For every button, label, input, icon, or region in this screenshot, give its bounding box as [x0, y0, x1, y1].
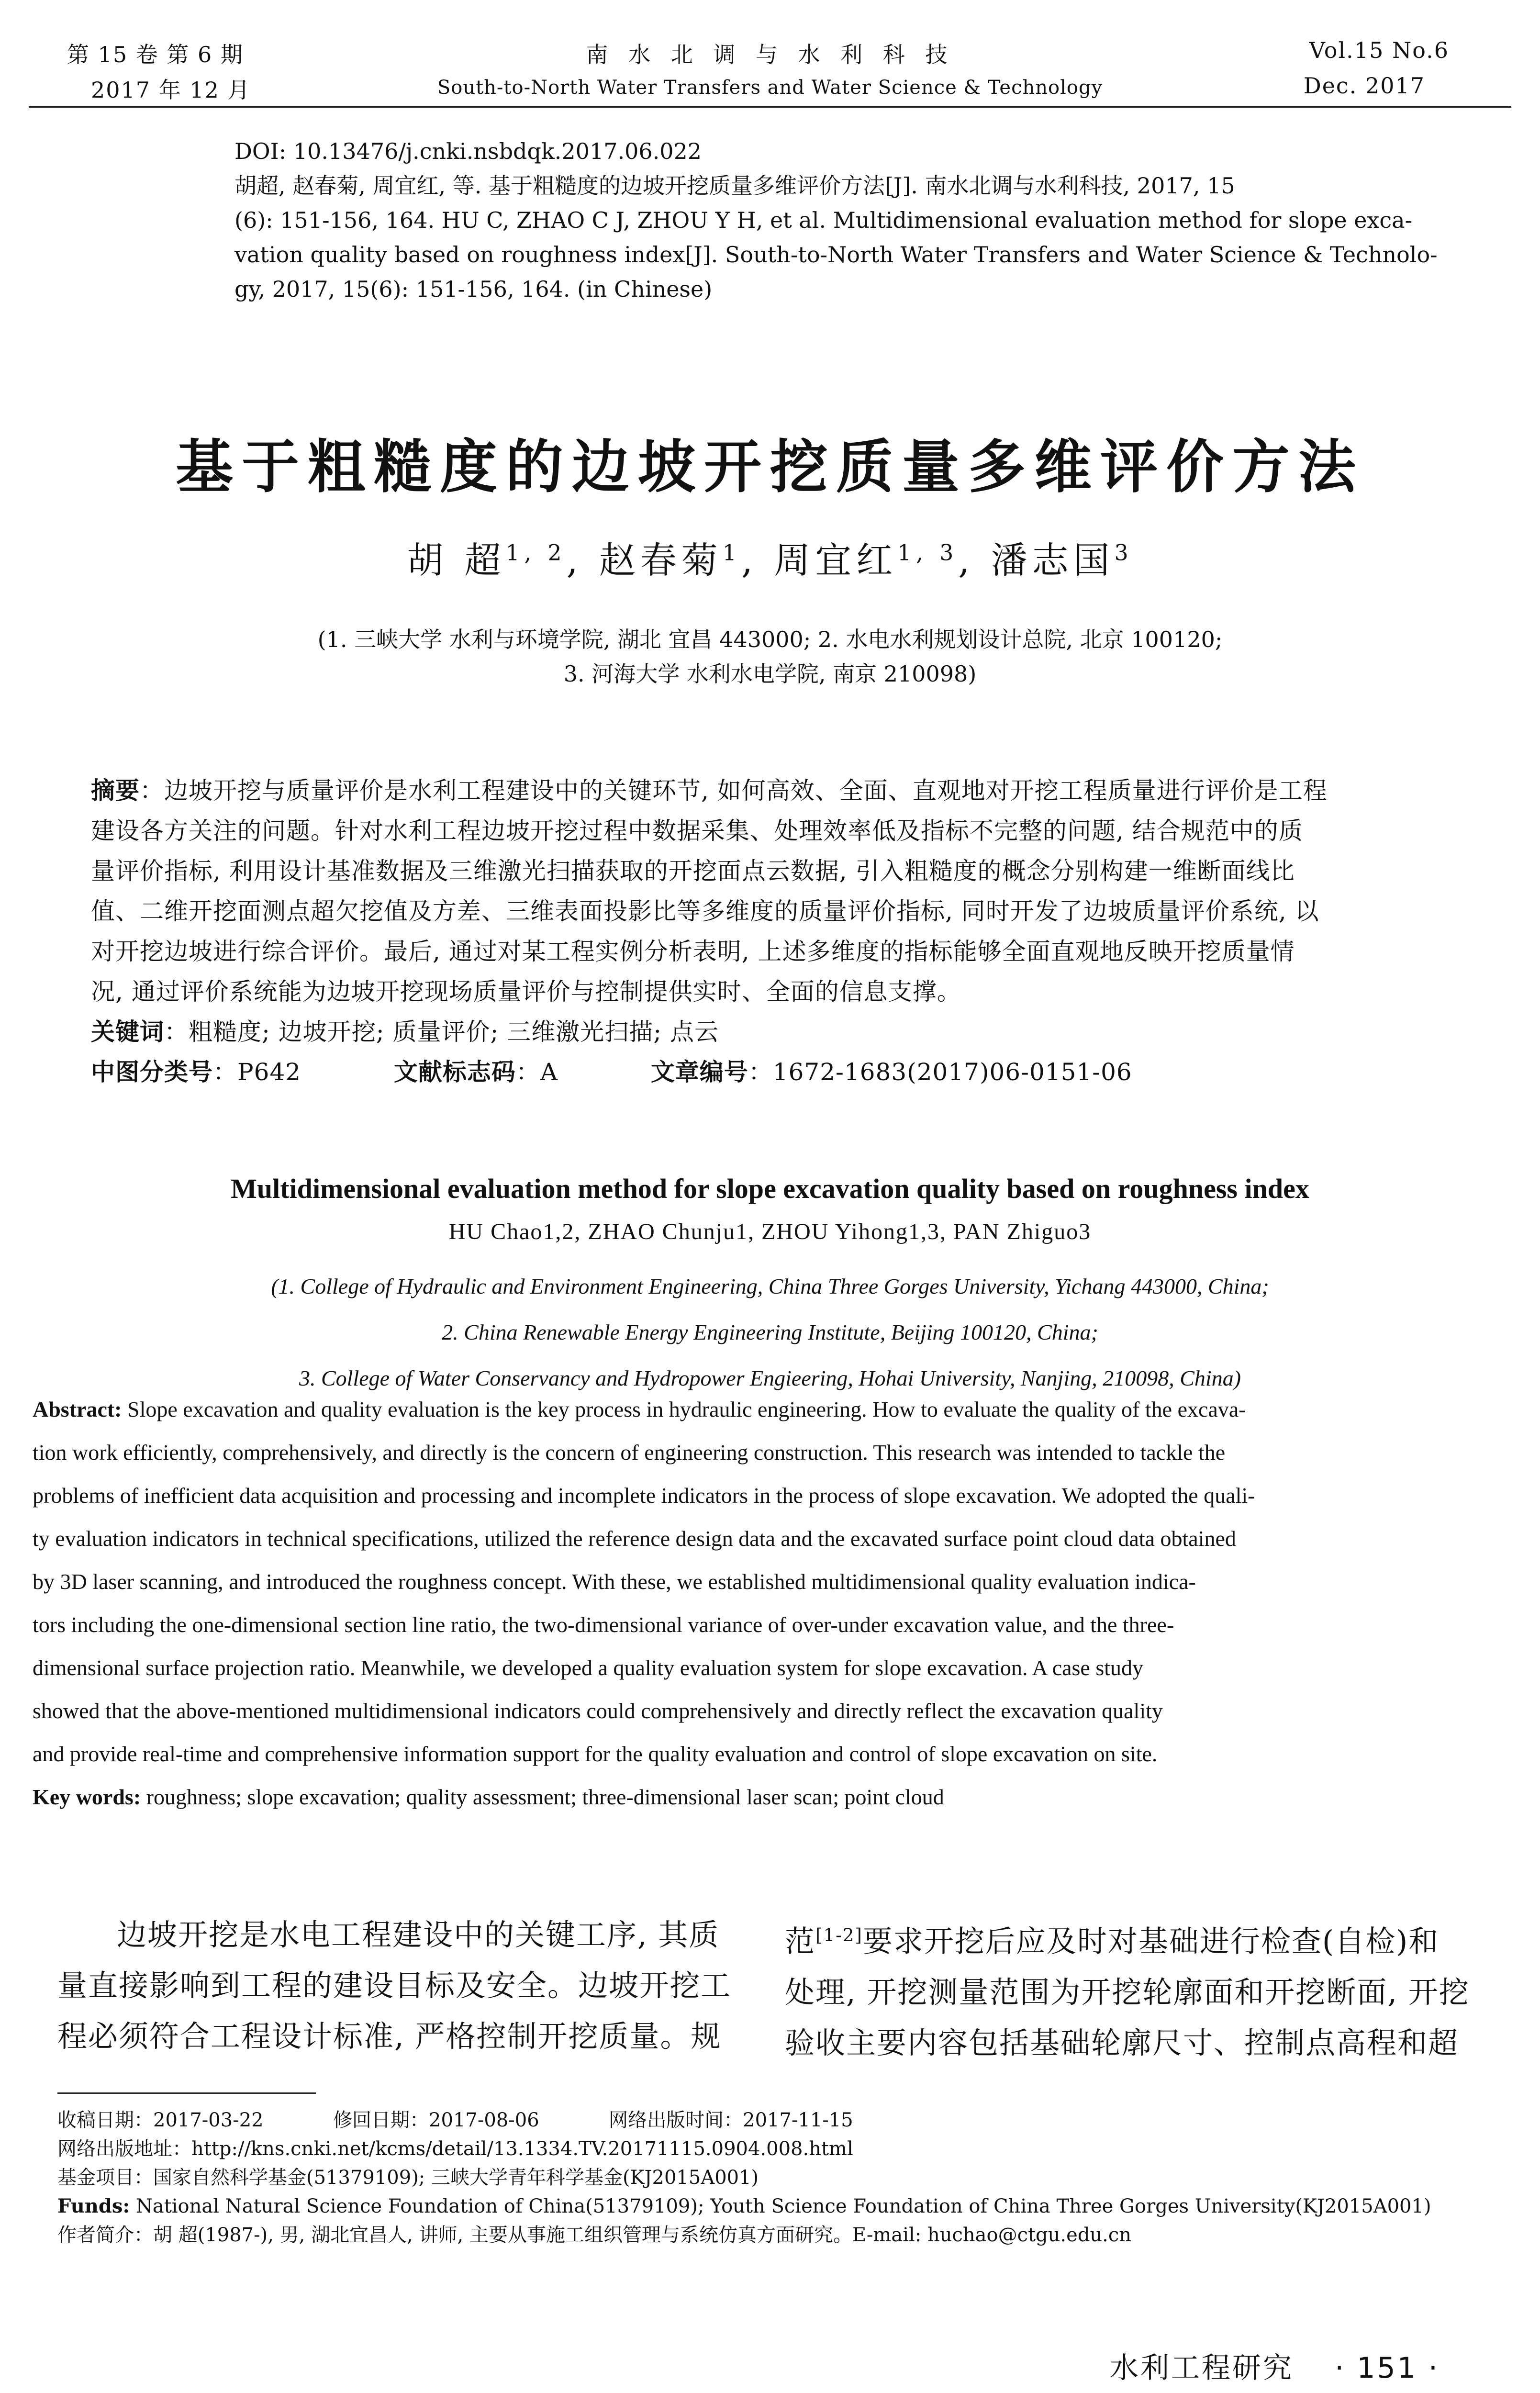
abstract-line: ：边坡开挖与质量评价是水利工程建设中的关键环节, 如何高效、全面、直观地对开挖工程质量进行评价是工程: [140, 777, 1328, 805]
footer-section: 水利工程研究: [1110, 2351, 1294, 2385]
author-affil-sup: 3: [1114, 540, 1133, 566]
body-column-left: [57, 1910, 737, 2062]
affiliation-line-en: 3. College of Water Conservancy and Hydropower Engieering, Hohai University, Nanjing, 210098, China): [299, 1366, 1241, 1390]
keywords-label-cn: 关键词: [91, 1018, 164, 1046]
citation-line: gy, 2017, 15(6): 151-156, 164. (in Chinese): [234, 276, 713, 302]
abstract-cn: [91, 771, 1450, 1092]
journal-title-en: South-to-North Water Transfers and Water Science & Technology: [437, 77, 1103, 99]
reference-citation: [1-2]: [815, 1924, 863, 1946]
affiliation-line: (1. 三峡大学 水利与环境学院, 湖北 宜昌 443000; 2. 水电水利规划设计总院, 北京 100120;: [317, 626, 1223, 652]
header-date-cn: 2017 年 12 月: [91, 77, 251, 103]
abstract-line: 量评价指标, 利用设计基准数据及三维激光扫描获取的开挖面点云数据, 引入粗糙度的概念分别构建一维断面线比: [91, 857, 1295, 885]
abstract-en: [33, 1388, 1511, 1819]
body-line: 处理, 开挖测量范围为开挖轮廓面和开挖断面, 开挖: [785, 1974, 1470, 2010]
author-name: 潘志国: [991, 539, 1115, 581]
footnote-rule: [57, 2092, 316, 2094]
abstract-line-en: dimensional surface projection ratio. Meanwhile, we developed a quality evaluation system for slope excavation. A case study: [33, 1655, 1144, 1680]
affiliation-line-en: 2. China Renewable Energy Engineering Institute, Beijing 100120, China;: [442, 1320, 1098, 1344]
abstract-line: 值、二维开挖面测点超欠挖值及方差、三维表面投影比等多维度的质量评价指标, 同时开发了边坡质量评价系统, 以: [91, 897, 1319, 925]
online-url: 网络出版地址：http://kns.cnki.net/kcms/detail/13.1334.TV.20171115.0904.008.html: [57, 2138, 853, 2160]
paper-title-cn: 基于粗糙度的边坡开挖质量多维评价方法: [176, 434, 1364, 501]
citation-line: 胡超, 赵春菊, 周宜红, 等. 基于粗糙度的边坡开挖质量多维评价方法[J]. 南水北调与水利科技, 2017, 15: [234, 173, 1235, 199]
body-line: 验收主要内容包括基础轮廓尺寸、控制点高程和超: [785, 2025, 1459, 2060]
citation-line: (6): 151-156, 164. HU C, ZHAO C J, ZHOU Y H, et al. Multidimensional evaluation method for slope exca-: [234, 207, 1413, 233]
keywords-label-en: Key words:: [33, 1785, 141, 1809]
abstract-line: 对开挖边坡进行综合评价。最后, 通过对某工程实例分析表明, 上述多维度的指标能够全面直观地反映开挖质量情: [91, 938, 1295, 965]
document-code-label: 文献标志码: [393, 1058, 516, 1086]
abstract-line-en: tors including the one-dimensional section line ratio, the two-dimensional variance of over-under excavation value, and the three-: [33, 1612, 1174, 1637]
citation-line: vation quality based on roughness index[J]. South-to-North Water Transfers and Water Science & Technolo-: [234, 242, 1438, 268]
body-column-right: [785, 1910, 1474, 2069]
abstract-line-en: Slope excavation and quality evaluation is the key process in hydraulic engineering. How to evaluate the quality of the excava-: [127, 1397, 1246, 1421]
affiliation-line-en: (1. College of Hydraulic and Environment Engineering, China Three Gorges University, Yichang 443000, China;: [271, 1274, 1269, 1298]
header-volume-issue: 第 15 卷 第 6 期: [67, 42, 244, 67]
keywords-cn: ：粗糙度; 边坡开挖; 质量评价; 三维激光扫描; 点云: [164, 1018, 719, 1046]
author-name: 赵春菊: [599, 539, 723, 581]
journal-title-cn: 南 水 北 调 与 水 利 科 技: [586, 42, 954, 67]
header-volume-issue-en: Vol.15 No.6: [1309, 37, 1449, 63]
document-code: ：A: [515, 1058, 558, 1086]
header-date-en: Dec. 2017: [1303, 73, 1425, 99]
article-number: ：1672-1683(2017)06-0151-06: [748, 1058, 1132, 1086]
author-name: 胡 超: [407, 539, 506, 581]
author-affil-sup: 1: [722, 540, 741, 566]
abstract-line-en: tion work efficiently, comprehensively, and directly is the concern of engineering construction. This research was intended to tackle the: [33, 1440, 1226, 1465]
abstract-line-en: ty evaluation indicators in technical specifications, utilized the reference design data and the excavated surface point cloud data obtained: [33, 1526, 1236, 1551]
body-line: 量直接影响到工程的建设目标及安全。边坡开挖工: [57, 1968, 732, 2003]
online-date: 网络出版时间：2017-11-15: [609, 2109, 853, 2131]
class-number-label: 中图分类号: [91, 1058, 213, 1086]
affiliations-cn: [0, 622, 1540, 691]
author-name: 周宜红: [774, 539, 898, 581]
abstract-label-en: Abstract:: [33, 1397, 122, 1421]
author-affil-sup: 1, 3: [897, 540, 959, 566]
body-text: 要求开挖后应及时对基础进行检查(自检)和: [862, 1923, 1440, 1959]
page-number: · 151 ·: [1335, 2351, 1440, 2385]
body-line: 边坡开挖是水电工程建设中的关键工序, 其质: [117, 1917, 720, 1952]
keywords-en: roughness; slope excavation; quality assessment; three-dimensional laser scan; point cloud: [146, 1785, 944, 1809]
abstract-line-en: problems of inefficient data acquisition and processing and incomplete indicators in the process of slope excavation. We adopted the quali-: [33, 1483, 1255, 1508]
header-rule: [29, 106, 1511, 108]
authors-cn: 胡 超$^{1, 2}$, 赵春菊$^1$, 周宜红$^{1, 3}$, 潘志国$^3$: [407, 539, 1133, 581]
body-line: 程必须符合工程设计标准, 严格控制开挖质量。规: [57, 2019, 722, 2054]
author-bio: 作者简介：胡 超(1987-), 男, 湖北宜昌人, 讲师, 主要从事施工组织管理与系统仿真方面研究。E-mail: huchao@ctgu.edu.cn: [57, 2224, 1132, 2246]
page-footer: [1110, 2345, 1440, 2386]
affiliations-en: [0, 1264, 1540, 1401]
authors-en: HU Chao1,2, ZHAO Chunju1, ZHOU Yihong1,3, PAN Zhiguo3: [448, 1219, 1092, 1244]
revised-date: 修回日期：2017-08-06: [333, 2109, 539, 2131]
footnotes: [57, 2106, 1493, 2249]
paper-title-en: Multidimensional evaluation method for slope excavation quality based on roughness index: [231, 1173, 1309, 1204]
abstract-line: 况, 通过评价系统能为边坡开挖现场质量评价与控制提供实时、全面的信息支撑。: [91, 978, 961, 1006]
citation-block: [234, 134, 1479, 306]
abstract-line-en: showed that the above-mentioned multidimensional indicators could comprehensively and directly reflect the excavation quality: [33, 1699, 1163, 1723]
abstract-line-en: by 3D laser scanning, and introduced the roughness concept. With these, we established multidimensional quality evaluation indica-: [33, 1569, 1196, 1594]
funds-label-en: Funds:: [57, 2195, 130, 2217]
author-affil-sup: 1, 2: [505, 540, 567, 566]
abstract-line: 建设各方关注的问题。针对水利工程边坡开挖过程中数据采集、处理效率低及指标不完整的问题, 结合规范中的质: [91, 817, 1303, 845]
received-date: 收稿日期：2017-03-22: [57, 2109, 264, 2131]
doi: DOI: 10.13476/j.cnki.nsbdqk.2017.06.022: [234, 138, 702, 164]
abstract-label-cn: 摘要: [91, 776, 140, 805]
body-text: 范: [785, 1923, 816, 1959]
funds-en: National Natural Science Foundation of China(51379109); Youth Science Foundation of China Three Gorges University(KJ2015A001): [135, 2195, 1431, 2217]
article-number-label: 文章编号: [650, 1058, 748, 1086]
fund-cn: 基金项目：国家自然科学基金(51379109); 三峡大学青年科学基金(KJ2015A001): [57, 2167, 759, 2189]
affiliation-line: 3. 河海大学 水利水电学院, 南京 210098): [563, 661, 977, 687]
class-number: ：P642: [213, 1058, 301, 1086]
abstract-line-en: and provide real-time and comprehensive information support for the quality evaluation and control of slope excavation on site.: [33, 1742, 1158, 1766]
